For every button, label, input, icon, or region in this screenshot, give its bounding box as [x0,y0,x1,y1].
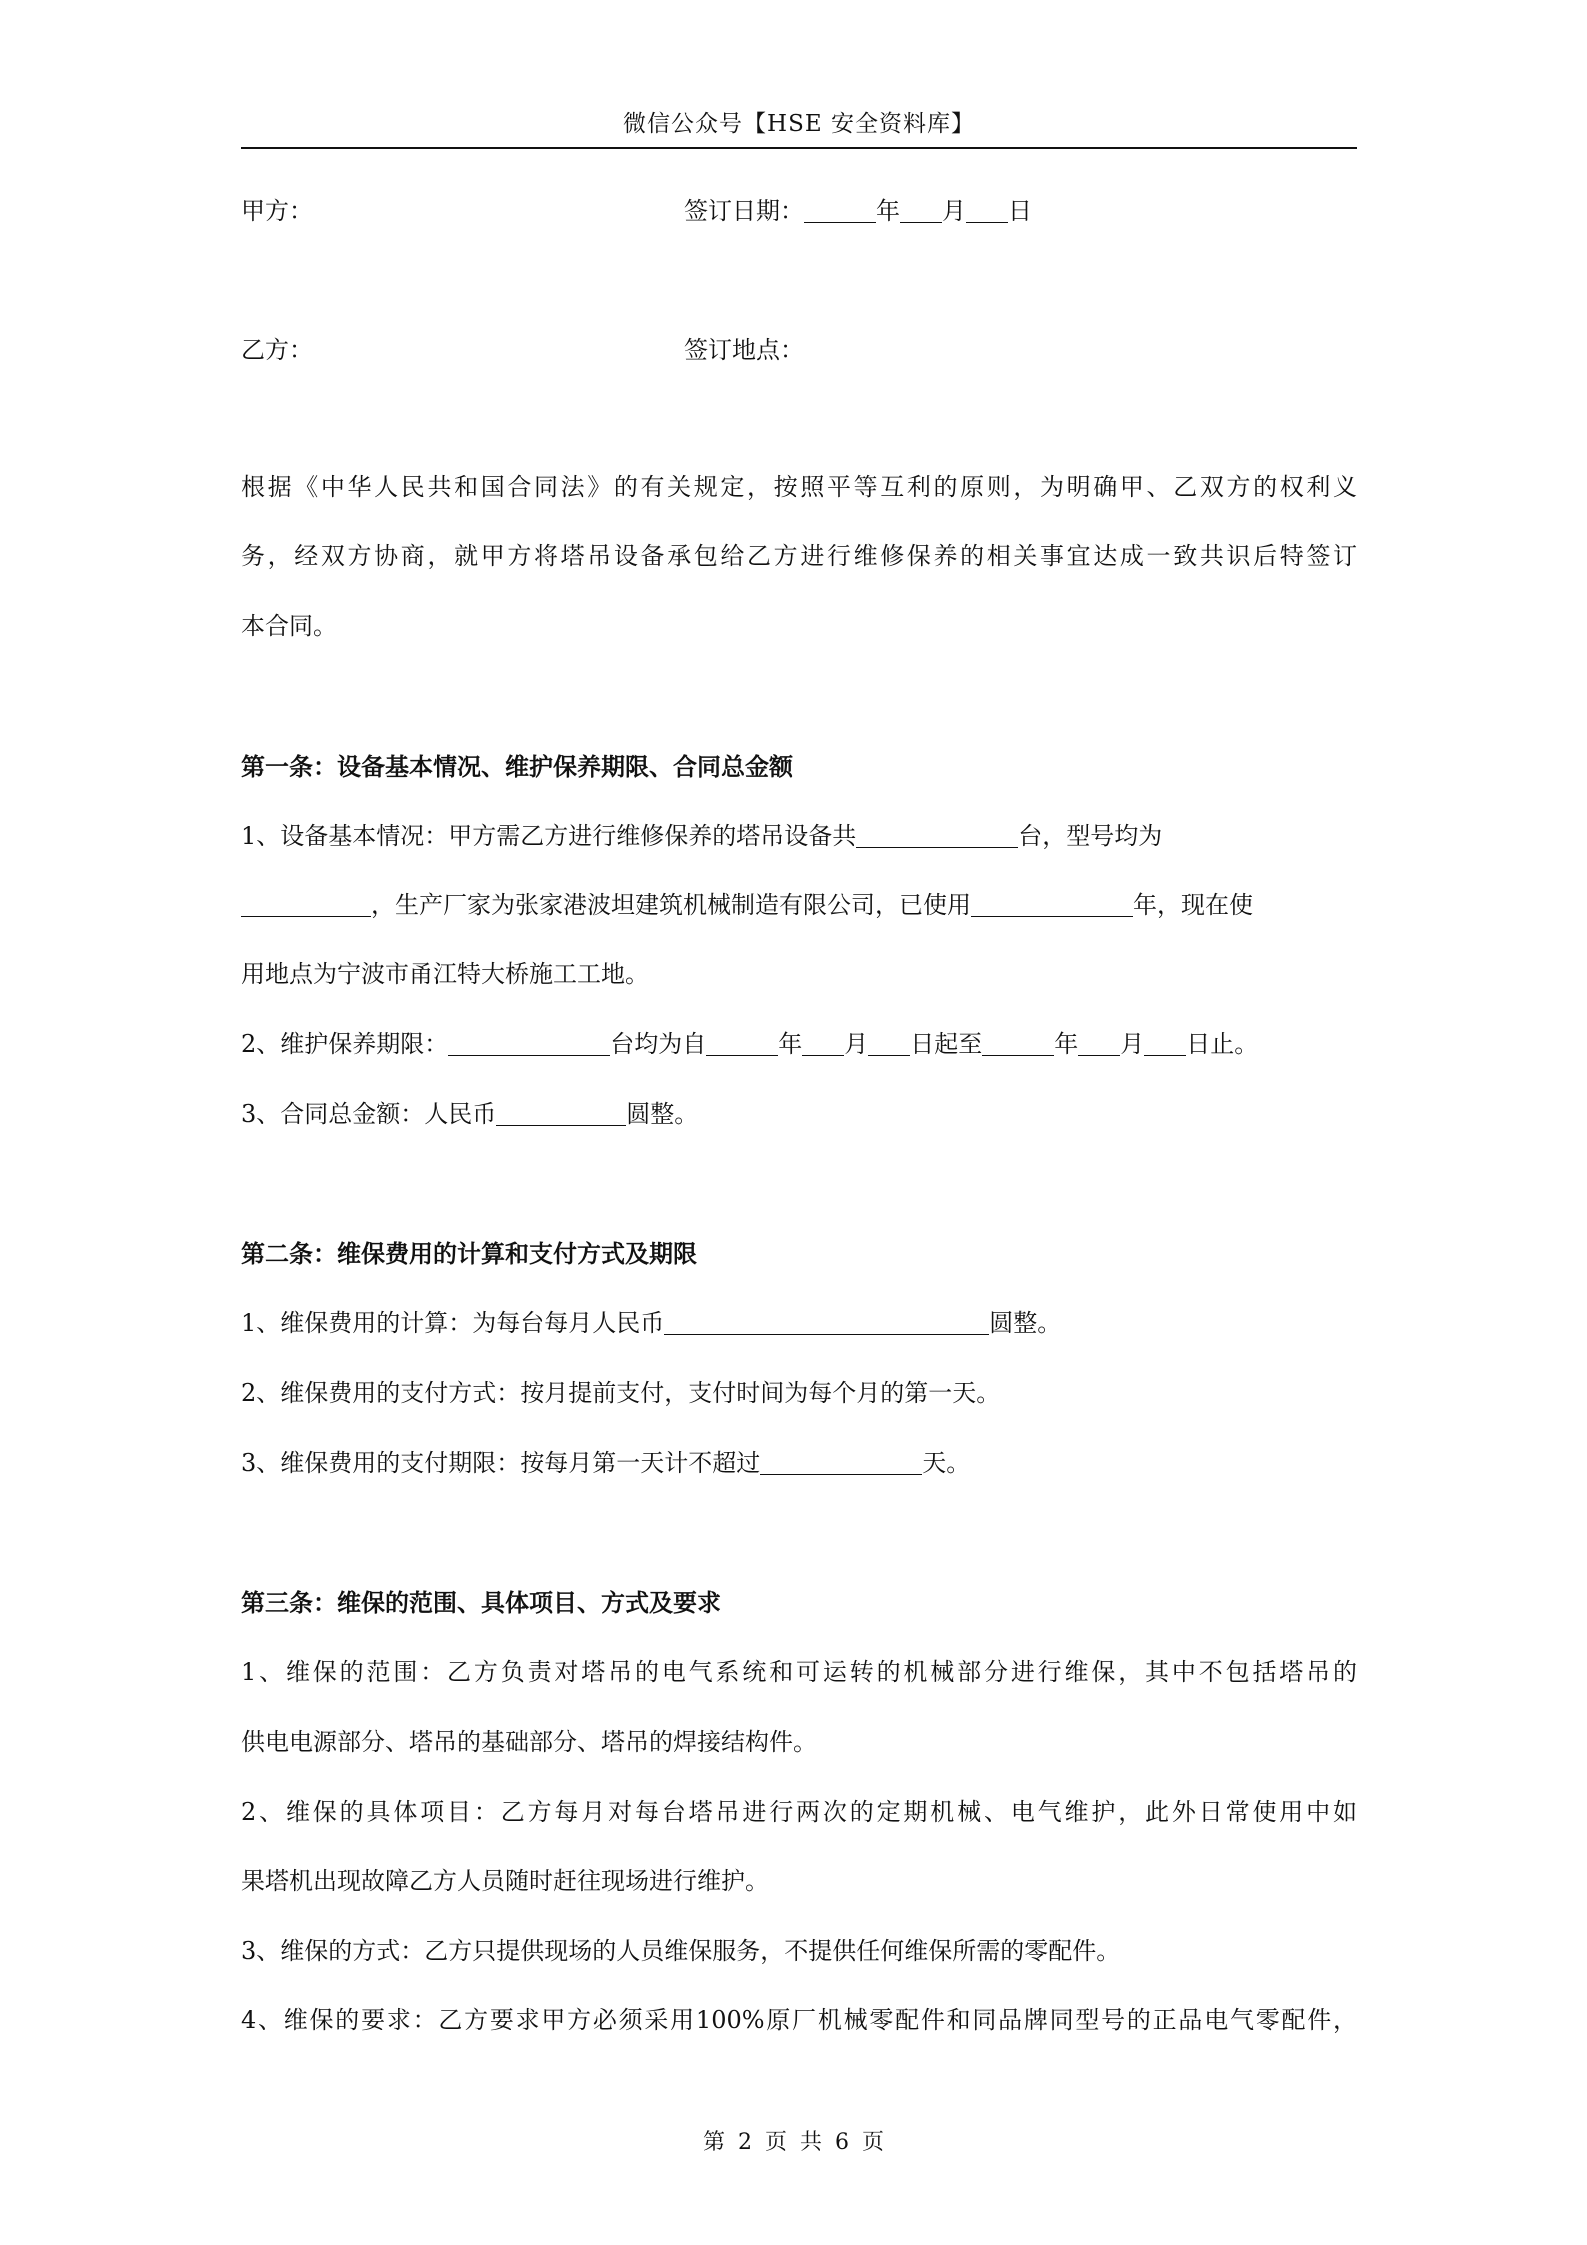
item-text: 月 [1120,1030,1145,1058]
sign-day-blank [966,198,1008,223]
article-3-item-4: 4、维保的要求：乙方要求甲方必须采用100%原厂机械零配件和同品牌同型号的正品电气零配件， [241,2006,1357,2034]
total-amount-blank [496,1101,626,1126]
article-2-item-1 [241,1306,1357,1340]
item-text: 天。 [922,1449,971,1477]
preamble-line-1: 根据《中华人民共和国合同法》的有关规定，按照平等互利的原则，为明确甲、乙双方的权利义 [241,473,1357,501]
article-1-item-1 [241,819,1357,853]
start-day-blank [868,1031,910,1056]
article-1-item-1-cont [241,888,1357,922]
item-text: 圆整。 [989,1309,1062,1337]
item-text: 台，型号均为 [1018,822,1163,850]
article-2-title: 第二条：维保费用的计算和支付方式及期限 [241,1239,697,1268]
header-divider [241,147,1357,149]
equipment-count-blank [856,823,1018,848]
item-text: 日起至 [910,1030,983,1058]
item-text: 日止。 [1186,1030,1259,1058]
units-blank [448,1031,610,1056]
article-1-title: 第一条：设备基本情况、维护保养期限、合同总金额 [241,752,793,781]
sign-month-label: 月 [942,197,966,225]
article-2-item-3 [241,1446,1357,1480]
article-1-item-3 [241,1097,1357,1131]
years-used-blank [971,892,1133,917]
article-3-item-1-line-2: 供电电源部分、塔吊的基础部分、塔吊的焊接结构件。 [241,1728,817,1756]
article-3-item-3: 3、维保的方式：乙方只提供现场的人员维保服务，不提供任何维保所需的零配件。 [241,1937,1121,1965]
item-text: 年 [778,1030,803,1058]
party-b-label: 乙方： [241,336,313,364]
item-text: ，生产厂家为张家港波坦建筑机械制造有限公司，已使用 [371,891,971,919]
sign-month-blank [900,198,942,223]
end-day-blank [1144,1031,1186,1056]
preamble-line-2: 务，经双方协商，就甲方将塔吊设备承包给乙方进行维修保养的相关事宜达成一致共识后特签订 [241,542,1357,570]
sign-date [684,194,1032,228]
model-blank [241,892,371,917]
item-text: 1、设备基本情况：甲方需乙方进行维修保养的塔吊设备共 [241,822,857,850]
party-b-row [241,333,1357,367]
item-text: 3、合同总金额：人民币 [241,1100,497,1128]
article-3-item-1-line-1: 1、维保的范围：乙方负责对塔吊的电气系统和可运转的机械部分进行维保，其中不包括塔吊的 [241,1658,1357,1686]
sign-day-label: 日 [1008,197,1032,225]
item-text: 2、维护保养期限： [241,1030,449,1058]
item-text: 台均为自 [610,1030,707,1058]
sign-year-blank [804,198,876,223]
item-text: 年，现在使 [1133,891,1253,919]
page-header: 微信公众号【HSE 安全资料库】 [623,111,975,137]
article-3-item-2-line-2: 果塔机出现故障乙方人员随时赶往现场进行维护。 [241,1867,769,1895]
item-text: 圆整。 [626,1100,699,1128]
article-3-item-2-line-1: 2、维保的具体项目：乙方每月对每台塔吊进行两次的定期机械、电气维护，此外日常使用中如 [241,1798,1357,1826]
start-month-blank [802,1031,844,1056]
article-1-item-2 [241,1027,1357,1061]
start-year-blank [706,1031,778,1056]
sign-date-label: 签订日期： [684,197,804,225]
sign-year-label: 年 [876,197,900,225]
sign-place-label: 签订地点： [684,336,804,364]
end-year-blank [982,1031,1054,1056]
item-text: 1、维保费用的计算：为每台每月人民币 [241,1309,665,1337]
party-a-row [241,194,1357,228]
page-footer: 第 2 页 共 6 页 [703,2130,884,2155]
article-1-item-1-end: 用地点为宁波市甬江特大桥施工工地。 [241,960,649,988]
party-a-label: 甲方： [241,197,313,225]
article-2-item-2: 2、维保费用的支付方式：按月提前支付，支付时间为每个月的第一天。 [241,1379,1001,1407]
item-text: 3、维保费用的支付期限：按每月第一天计不超过 [241,1449,761,1477]
monthly-fee-blank [664,1310,989,1335]
article-3-title: 第三条：维保的范围、具体项目、方式及要求 [241,1588,721,1617]
payment-days-blank [760,1450,922,1475]
item-text: 月 [844,1030,869,1058]
preamble-line-3: 本合同。 [241,612,337,640]
end-month-blank [1078,1031,1120,1056]
item-text: 年 [1054,1030,1079,1058]
